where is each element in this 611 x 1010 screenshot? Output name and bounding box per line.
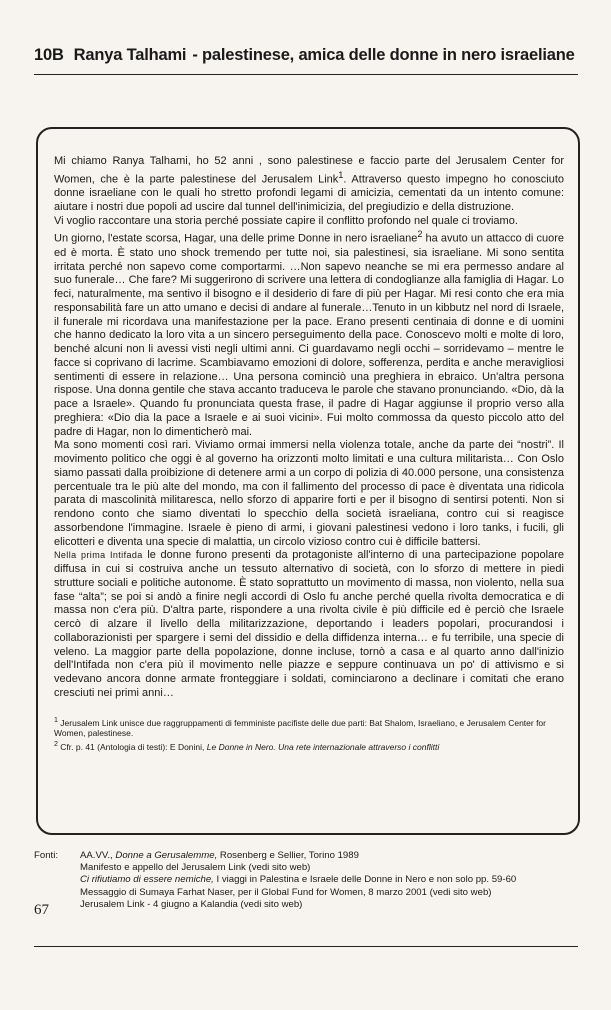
top-rule xyxy=(34,74,578,75)
paragraph-2: Vi voglio raccontare una storia perché possiate capire il conflitto profondo nel quale ci troviamo. xyxy=(54,214,518,227)
source-item: Manifesto e appello del Jerusalem Link (vedi sito web) xyxy=(80,862,311,874)
source-item: AA.VV., Donne a Gerusalemme, Rosenberg e Sellier, Torino 1989 xyxy=(80,850,359,861)
sources-label: Fonti: xyxy=(34,850,58,861)
paragraph-3: Un giorno, l'estate scorsa, Hagar, una delle prime Donne in nero israeliane$^2$ ha avuto un attacco di cuore ed è morta. È stato uno shock tremendo per tutte noi, sia palestinesi, sia israeliane. Mi sono sentita irritata perché non sapevo come comportarmi. …Non sapevo neanche se mi era permesso andare al suo funerale… Che fare? Mi suggerirono di scrivere una lettera di condoglianze alla famiglia di Hagar. Lo feci, naturalmente, ma sentivo il bisogno e il desiderio di fare di più per Hagar. Mi resi conto che era mia responsabilità fare un atto umano e decisi di andare al funerale…Tenuto in un kibbutz nel nord di Israele, il funerale mi ricordava una manifestazione per la pace. Erano presenti centinaia di donne e di uomini che hanno dedicato la loro vita a un sincero perseguimento della pace. Conoscevo molti e molte di loro, benché alcuni non li avessi visti negli ultimi anni. Ci guardavamo negli occhi – sorridevamo – mentre le facce si coprivano di lacrime. Scambiavamo emozioni di dolore, sofferenza, perdita e anche meravigliosi sentimenti di essere in relazione… Una persona cominciò una preghiera in ebraico. Un'altra persona rispose. Una donna gentile che stava accanto traduceva le parole che stavano pronunciando. «Dio, dà la pace a Israele». Quando fu pronunciata questa frase, il padre di Hagar aggiunse il proprio verso alla preghiera: «Dio dia la pace a Israele e ai suoi vicini». Fui molto commossa da questo piccolo atto del padre di Hagar, non lo dimenticherò mai. xyxy=(54,229,565,438)
footnote-2: $^2$ Cfr. p. 41 (Antologia di testi): E Donini, Le Donne in Nero. Una rete internazionale attraverso i conflitti xyxy=(54,740,440,753)
footnote-ref-2[interactable]: 2 xyxy=(417,229,423,240)
section-number: 10B xyxy=(34,46,64,64)
testimony-text xyxy=(54,155,564,701)
heading-name: Ranya Talhami xyxy=(73,46,187,64)
paragraph-1: Mi chiamo Ranya Talhami, ho 52 anni , sono palestinese e faccio parte del Jerusalem Center for Women, che è la parte palestinese del Jerusalem Link$^1$. Attraverso questo impegno ho conosciuto donne israeliane con le quali ho stretto profondi legami di amicizia, cementati da un intento comune: aiutare i nostri due popoli ad uscire dal tunnel dell'inimicizia, del pregiudizio e della distruzione. xyxy=(54,155,564,213)
page-heading xyxy=(34,46,594,65)
sources-list xyxy=(80,850,574,911)
bottom-rule xyxy=(34,946,578,947)
page-number: 67 xyxy=(34,902,49,918)
footnote-1: $^1$ Jerusalem Link unisce due raggruppamenti di femministe pacifiste delle due parti: Bat Shalom, Israeliano, e Jerusalem Center for Women, palestinese. xyxy=(54,715,546,738)
testimony-box xyxy=(36,127,580,835)
footnotes xyxy=(54,715,564,753)
paragraph-5: Nella prima Intifada le donne furono presenti da protagoniste all'interno di una partecipazione popolare diffusa in cui si costruiva anche un tessuto alternativo di società, con lo sforzo di mettere in piedi strutture sociali e politiche autonome. È stato soprattutto un movimento di massa, non violento, nella sua fase “alta”; se poi si andò a finire negli accordi di Oslo fu anche perché quella rivolta democratica e di massa non c'era più. D'altra parte, rispondere a una rivolta civile è più difficile ed è perciò che Israele cercò di alzare il livello della militarizzazione, deportando i leaders popolari, procurandosi i collaborazionisti per spargere i semi del dissidio e della diffidenza interna… e fu terribile, una specie di veleno. La maggior parte della popolazione, donne incluse, tornò a casa e al quarto anno dall'inizio dell'Intifada non c'era più il movimento nelle piazze e seppure continuava un po' di attivismo e si vedevano ancora donne armate fronteggiare i soldati, cominciarono a declinare i comitati che erano cresciuti nei primi anni… xyxy=(54,549,564,699)
small-caps-lead: Nella prima Intifada xyxy=(54,550,143,561)
heading-subtitle: - palestinese, amica delle donne in nero israeliane xyxy=(192,46,575,64)
paragraph-4: Ma sono momenti così rari. Viviamo ormai immersi nella violenza totale, anche da parte dei “nostri”. Il movimento politico che oggi è al governo ha orizzonti molto limitati e una cultura militarista… Con Oslo siamo passati dalla proibizione di detenere armi a un corpo di polizia di 40.000 persone, una consistenza percentuale tra le più alte del mondo, ma con il fallimento del processo di pace è diventata una ridicola parata di mascolinità militaresca, nello sforzo di apparire forti e per il bisogno di sentirsi potenti. Non si rendono conto che siamo diventati lo specchio della società israeliana, contro cui si reagisce assorbendone l'immagine. Israele è pieno di armi, i giovani palestinesi vedono i loro tanks, i fucili, gli elicotteri e diventa una specie di malattia, un circolo vizioso contro cui è difficile battersi. xyxy=(54,439,564,548)
footnote-ref-1[interactable]: 1 xyxy=(338,169,344,180)
source-item: Messaggio di Sumaya Farhat Naser, per il Global Fund for Women, 8 marzo 2001 (vedi sito web) xyxy=(80,886,492,898)
source-item: Jerusalem Link - 4 giugno a Kalandia (vedi sito web) xyxy=(80,898,303,910)
source-item: Ci rifiutiamo di essere nemiche, I viaggi in Palestina e Israele delle Donne in Nero e non solo pp. 59-60 xyxy=(80,874,517,886)
